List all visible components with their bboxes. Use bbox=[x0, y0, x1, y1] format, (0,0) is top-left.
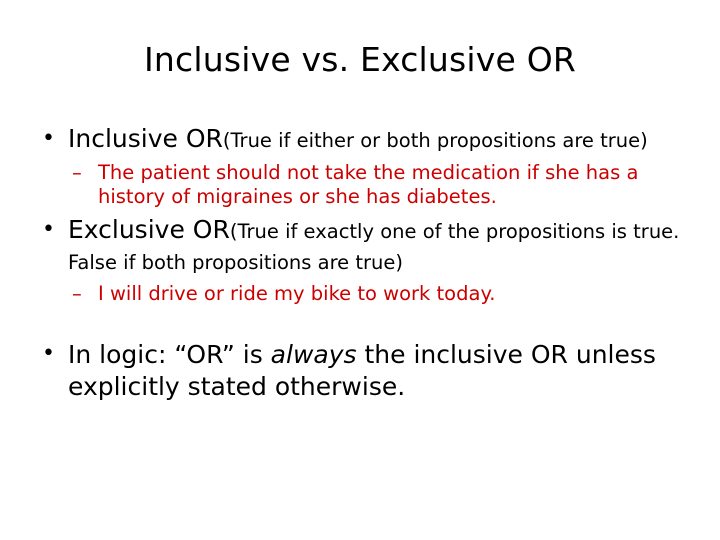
list-item bbox=[36, 215, 696, 276]
list-item bbox=[36, 339, 696, 403]
conclusion-post-text: the inclusive OR unless explicitly stated otherwise. bbox=[68, 339, 656, 401]
bullet-icon: • bbox=[42, 217, 55, 243]
page-title: Inclusive vs. Exclusive OR bbox=[143, 40, 577, 79]
dash-icon: – bbox=[72, 282, 82, 306]
slide-body bbox=[36, 124, 696, 409]
list-item bbox=[36, 124, 696, 155]
conclusion-pre-text: In logic: “OR” is bbox=[68, 339, 271, 369]
list-item-note-text: (True if either or both propositions are true) bbox=[222, 129, 648, 152]
conclusion-emphasis-text: always bbox=[270, 339, 357, 369]
sub-list-item bbox=[36, 161, 696, 210]
list-item-main-text: Exclusive OR bbox=[68, 215, 230, 245]
list-item-main-text: Inclusive OR bbox=[68, 124, 223, 153]
sub-list-item-text: I will drive or ride my bike to work today. bbox=[98, 282, 496, 306]
spacer bbox=[36, 313, 696, 339]
list-item-note-text: (True if exactly one of the propositions is true. False if both propositions are true) bbox=[68, 220, 680, 274]
bullet-icon: • bbox=[42, 340, 55, 366]
sub-list-item bbox=[36, 282, 696, 306]
bullet-icon: • bbox=[42, 126, 55, 151]
dash-icon: – bbox=[72, 160, 82, 184]
sub-list-item-text: The patient should not take the medication if she has a history of migraines or she has diabetes. bbox=[98, 160, 639, 208]
